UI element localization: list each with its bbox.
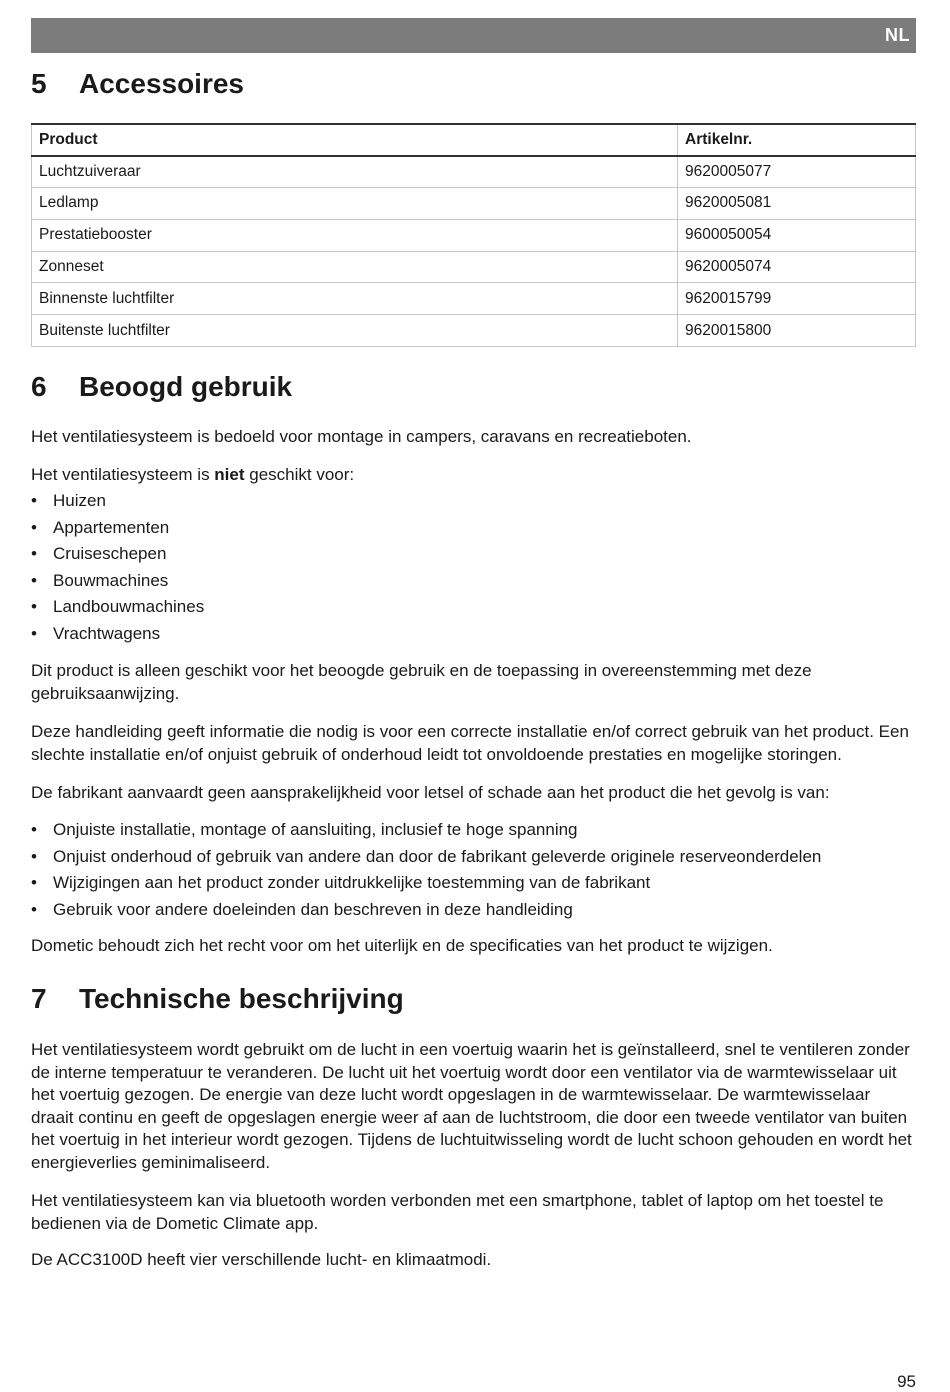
product-cell: Zonneset	[32, 251, 678, 283]
product-cell: Ledlamp	[32, 188, 678, 220]
bullet-icon: •	[31, 597, 37, 616]
list-item	[31, 543, 916, 570]
not-suitable-intro-text: Het ventilatiesysteem is	[31, 465, 215, 484]
bullet-icon: •	[31, 873, 37, 892]
list-item	[31, 846, 916, 873]
list-item	[31, 623, 916, 650]
bullet-icon: •	[31, 846, 37, 866]
accessories-table	[31, 123, 916, 347]
list-item	[31, 570, 916, 597]
section-6-heading	[31, 371, 292, 403]
bullet-icon: •	[31, 544, 37, 563]
page-number: 95	[897, 1372, 916, 1391]
section-7-title: Technische beschrijving	[79, 983, 404, 1014]
table-header-row	[32, 124, 916, 156]
not-suitable-intro	[31, 464, 916, 487]
list-item-text: Appartementen	[53, 517, 170, 537]
not-suitable-intro-suffix: geschikt voor:	[244, 465, 355, 484]
product-cell: Buitenste luchtfilter	[32, 315, 678, 347]
list-item-text: Wijzigingen aan het product zonder uitdrukkelijke toestemming van de fabrikant	[53, 873, 651, 892]
bullet-icon: •	[31, 517, 37, 537]
list-item	[31, 490, 916, 517]
list-item	[31, 517, 916, 544]
section-7-number: 7	[31, 983, 47, 1014]
list-item-text: Gebruik voor andere doeleinden dan beschreven in deze handleiding	[53, 899, 573, 919]
bullet-icon: •	[31, 899, 37, 919]
not-suitable-list	[31, 490, 916, 649]
table-row	[32, 251, 916, 283]
bullet-icon: •	[31, 570, 37, 590]
liability-list	[31, 819, 916, 925]
product-cell: Binnenste luchtfilter	[32, 283, 678, 315]
table-row	[32, 219, 916, 251]
list-item	[31, 899, 916, 926]
list-item-text: Onjuiste installatie, montage of aansluiting, inclusief te hoge spanning	[53, 820, 578, 839]
not-suitable-emphasis: niet	[214, 465, 245, 484]
section-7-heading	[31, 983, 404, 1015]
article-number-cell: 9600050054	[678, 219, 916, 251]
section-6-number: 6	[31, 371, 47, 402]
column-header-article-number: Artikelnr.	[678, 124, 916, 156]
bullet-icon: •	[31, 623, 37, 643]
technical-description-paragraph: Het ventilatiesysteem wordt gebruikt om de lucht in een voertuig waarin het is geïnstalleerd, snel te ventileren zonder de interne temperatuur te veranderen. De lucht uit het voertuig wordt door een ventilator via de warmtewisselaar uit het voertuig gezogen. De energie van deze lucht wordt opgeslagen in de warmtewisselaar. De warmtewisselaar draait continu en geeft de opgeslagen energie weer af aan de luchtstroom, die door een tweede ventilator van buiten het voertuig in het interieur wordt gezogen. Tijdens de luchtuitwisseling wordt de lucht schoon gehouden en wordt het energieverlies geminimaliseerd.	[31, 1040, 912, 1172]
product-cell: Prestatiebooster	[32, 219, 678, 251]
section-5-number: 5	[31, 68, 47, 99]
article-number-cell: 9620005081	[678, 188, 916, 220]
table-row	[32, 188, 916, 220]
list-item-text: Cruiseschepen	[53, 544, 167, 563]
section-5-heading	[31, 68, 244, 100]
article-number-cell: 9620005074	[678, 251, 916, 283]
list-item	[31, 596, 916, 623]
list-item-text: Huizen	[53, 491, 106, 510]
article-number-cell: 9620015800	[678, 315, 916, 347]
bullet-icon: •	[31, 820, 37, 839]
section-5-title: Accessoires	[79, 68, 245, 99]
manual-info-paragraph: Deze handleiding geeft informatie die nodig is voor een correcte installatie en/of correct gebruik van het product. Een slechte installatie en/of onjuist gebruik of onderhoud leidt tot onvoldoende prestaties en mogelijke storingen.	[31, 722, 909, 764]
intended-use-paragraph: Het ventilatiesysteem is bedoeld voor montage in campers, caravans en recreatieboten.	[31, 427, 692, 446]
list-item-text: Vrachtwagens	[53, 623, 161, 643]
article-number-cell: 9620015799	[678, 283, 916, 315]
list-item	[31, 872, 916, 899]
language-bar	[31, 18, 916, 53]
language-code: NL	[885, 25, 910, 45]
liability-paragraph: De fabrikant aanvaardt geen aansprakelijkheid voor letsel of schade aan het product die het gevolg is van:	[31, 783, 830, 802]
list-item	[31, 819, 916, 846]
article-number-cell: 9620005077	[678, 156, 916, 188]
bullet-icon: •	[31, 491, 37, 510]
list-item-text: Onjuist onderhoud of gebruik van andere dan door de fabrikant geleverde originele reserveonderdelen	[53, 846, 822, 866]
table-row	[32, 315, 916, 347]
section-6-title: Beoogd gebruik	[79, 371, 293, 402]
modes-paragraph: De ACC3100D heeft vier verschillende lucht- en klimaatmodi.	[31, 1250, 492, 1269]
table-row	[32, 156, 916, 188]
product-cell: Luchtzuiveraar	[32, 156, 678, 188]
rights-paragraph: Dometic behoudt zich het recht voor om het uiterlijk en de specificaties van het product te wijzigen.	[31, 936, 773, 955]
list-item-text: Landbouwmachines	[53, 597, 205, 616]
list-item-text: Bouwmachines	[53, 570, 169, 590]
column-header-product: Product	[32, 124, 678, 156]
table-row	[32, 283, 916, 315]
bluetooth-paragraph: Het ventilatiesysteem kan via bluetooth worden verbonden met een smartphone, tablet of laptop om het toestel te bedienen via de Dometic Climate app.	[31, 1191, 884, 1233]
suitability-paragraph: Dit product is alleen geschikt voor het beoogde gebruik en de toepassing in overeenstemming met deze gebruiksaanwijzing.	[31, 661, 812, 703]
